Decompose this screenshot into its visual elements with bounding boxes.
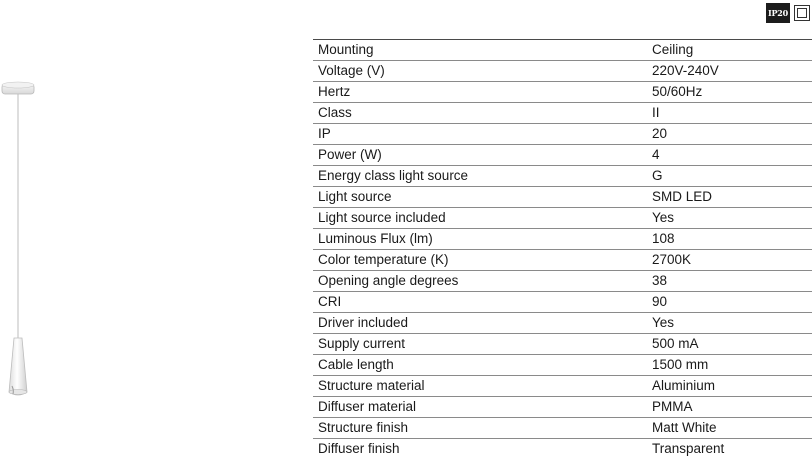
spec-table	[313, 39, 812, 459]
spec-value: SMD LED	[647, 187, 812, 208]
spec-value: 20	[647, 124, 812, 145]
spec-value: Yes	[647, 313, 812, 334]
table-row	[313, 124, 812, 145]
table-row	[313, 208, 812, 229]
certification-badges	[766, 3, 810, 23]
ip-rating-label: IP20	[768, 8, 788, 18]
table-row	[313, 397, 812, 418]
spec-value: 4	[647, 145, 812, 166]
table-row	[313, 334, 812, 355]
spec-table-body	[313, 40, 812, 459]
table-row	[313, 418, 812, 439]
table-row	[313, 229, 812, 250]
spec-label: Mounting	[313, 40, 647, 61]
table-row	[313, 61, 812, 82]
table-row	[313, 313, 812, 334]
table-row	[313, 292, 812, 313]
table-row	[313, 82, 812, 103]
table-row	[313, 103, 812, 124]
table-row	[313, 250, 812, 271]
spec-label: Hertz	[313, 82, 647, 103]
spec-label: Cable length	[313, 355, 647, 376]
table-row	[313, 145, 812, 166]
spec-value: Aluminium	[647, 376, 812, 397]
spec-label: CRI	[313, 292, 647, 313]
spec-value: 90	[647, 292, 812, 313]
spec-label: Light source included	[313, 208, 647, 229]
spec-value: PMMA	[647, 397, 812, 418]
spec-value: 500 mA	[647, 334, 812, 355]
spec-label: Power (W)	[313, 145, 647, 166]
spec-label: Diffuser material	[313, 397, 647, 418]
spec-label: Energy class light source	[313, 166, 647, 187]
table-row	[313, 376, 812, 397]
spec-value: Transparent	[647, 439, 812, 459]
ip-rating-badge	[766, 3, 790, 23]
spec-value: 2700K	[647, 250, 812, 271]
spec-label: Diffuser finish	[313, 439, 647, 459]
spec-value: Matt White	[647, 418, 812, 439]
spec-label: Luminous Flux (lm)	[313, 229, 647, 250]
table-row	[313, 271, 812, 292]
spec-label: Opening angle degrees	[313, 271, 647, 292]
spec-value: 220V-240V	[647, 61, 812, 82]
spec-label: Structure material	[313, 376, 647, 397]
spec-value: II	[647, 103, 812, 124]
spec-label: Light source	[313, 187, 647, 208]
spec-label: Structure finish	[313, 418, 647, 439]
spec-value: 1500 mm	[647, 355, 812, 376]
double-square-icon	[794, 5, 810, 21]
table-row	[313, 355, 812, 376]
spec-label: Color temperature (K)	[313, 250, 647, 271]
spec-label: Class	[313, 103, 647, 124]
spec-label: IP	[313, 124, 647, 145]
spec-value: 50/60Hz	[647, 82, 812, 103]
pendant-lamp-icon	[0, 70, 40, 400]
spec-value: 38	[647, 271, 812, 292]
spec-label: Supply current	[313, 334, 647, 355]
spec-value: 108	[647, 229, 812, 250]
spec-value: Ceiling	[647, 40, 812, 61]
table-row	[313, 187, 812, 208]
spec-value: Yes	[647, 208, 812, 229]
spec-value: G	[647, 166, 812, 187]
spec-label: Driver included	[313, 313, 647, 334]
table-row	[313, 40, 812, 61]
table-row	[313, 166, 812, 187]
spec-label: Voltage (V)	[313, 61, 647, 82]
